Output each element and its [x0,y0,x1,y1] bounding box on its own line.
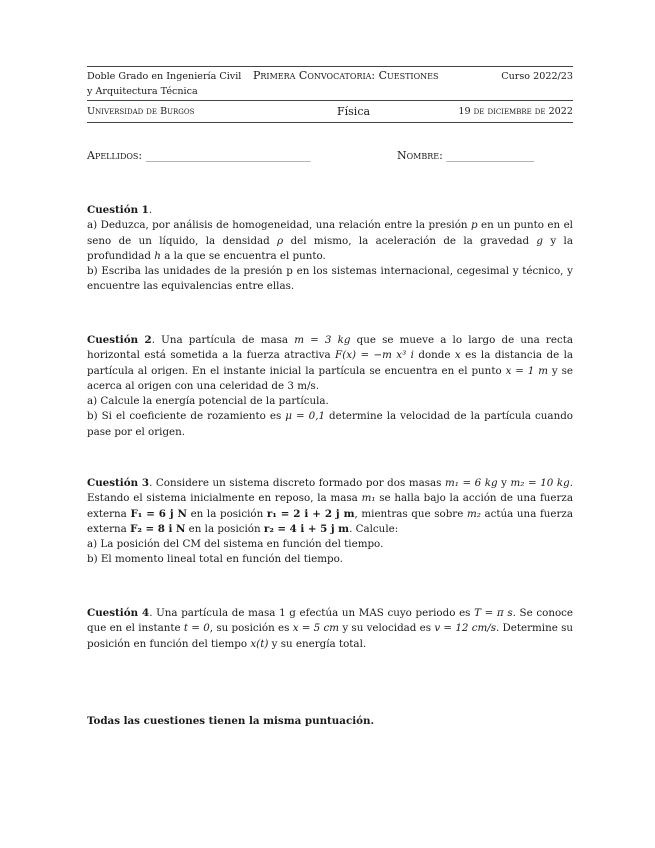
question-4-title: Cuestión 4 [87,607,150,619]
question-3 [87,476,573,568]
question-3-statement: Cuestión 3. Considere un sistema discreto formado por dos masas m₁ = 6 kg y m₂ = 10 kg. Estando el sistema inicialmente en reposo, la masa m₁ se halla bajo la acción de una fuerza externa F₁ = 6 j N en la posición r₁ = 2 i + 2 j m, mientras que sobre m₂ actúa una fuerza externa F₂ = 8 i N en la posición r₂ = 4 i + 5 j m. Calcule: [87,477,573,535]
question-2-title: Cuestión 2 [87,334,152,346]
degree-line-2: y Arquitectura Técnica [87,86,198,97]
question-1-part-a: a) Deduzca, por análisis de homogeneidad, una relación entre la presión p en un punto en el seno de un líquido, la densidad ρ del mismo, la aceleración de la gravedad g y la profundidad h a la que se encuentra el punto. [87,219,573,262]
question-1-part-b: b) Escriba las unidades de la presión p en los sistemas internacional, cegesimal y técnico, y encuentre las equivalencias entre ellas. [87,265,573,293]
top-rule [87,66,573,67]
question-3-part-a: a) La posición del CM del sistema en función del tiempo. [87,538,384,551]
surname-label: Apellidos: [87,149,143,162]
question-1-title: Cuestión 1 [87,204,149,216]
course-year: Curso 2022/23 [501,71,573,82]
question-2-part-a: a) Calcule la energía potencial de la partícula. [87,395,329,408]
name-label: Nombre: [397,149,443,162]
name-field[interactable] [397,149,534,162]
question-3-title: Cuestión 3 [87,477,150,489]
question-4-statement: Cuestión 4. Una partícula de masa 1 g efectúa un MAS cuyo periodo es T = π s. Se conoce que en el instante t = 0, su posición es x = 5 cm y su velocidad es v = 12 cm/s. Determine su posición en función del tiempo x(t) y su energía total. [87,607,574,650]
question-2 [87,333,573,440]
question-2-statement: Cuestión 2. Una partícula de masa m = 3 kg que se mueve a lo largo de una recta horizontal está sometida a la fuerza atractiva F(x) = −m x³ i donde x es la distancia de la partícula al origen. En el instante inicial la partícula se encuentra en el punto x = 1 m y se acerca al origen con una celeridad de 3 m/s. [87,334,574,392]
subject-name: Física [337,105,371,118]
exam-date: 19 de diciembre de 2022 [458,106,573,117]
surname-blank: ______________________________ [145,149,311,162]
name-blank: ________________ [446,149,535,162]
scoring-note: Todas las cuestiones tienen la misma puntuación. [87,715,375,727]
header-bottom-rule [87,122,573,123]
question-2-part-b: b) Si el coeficiente de rozamiento es μ = 0,1 determine la velocidad de la partícula cuando pase por el origen. [87,410,573,438]
exam-title: Primera Convocatoria: Cuestiones [253,69,439,82]
university-name: Universidad de Burgos [87,106,195,117]
question-1: Cuestión 1. a) Deduzca, por análisis de homogeneidad, una relación entre la presión p en un punto en el seno de un líquido, la densidad ρ del mismo, la aceleración de la gravedad g y la profundidad h a la que se encuentra el punto. b) Escriba las unidades de la presión p en los sistemas internacional, cegesimal y técnico, y encuentre las equivalencias entre ellas. [87,203,573,295]
question-4 [87,606,573,652]
question-3-part-b: b) El momento lineal total en función del tiempo. [87,553,343,566]
degree-line-1: Doble Grado en Ingeniería Civil [87,71,242,82]
header-divider [87,100,573,101]
surname-field[interactable] [87,149,311,162]
